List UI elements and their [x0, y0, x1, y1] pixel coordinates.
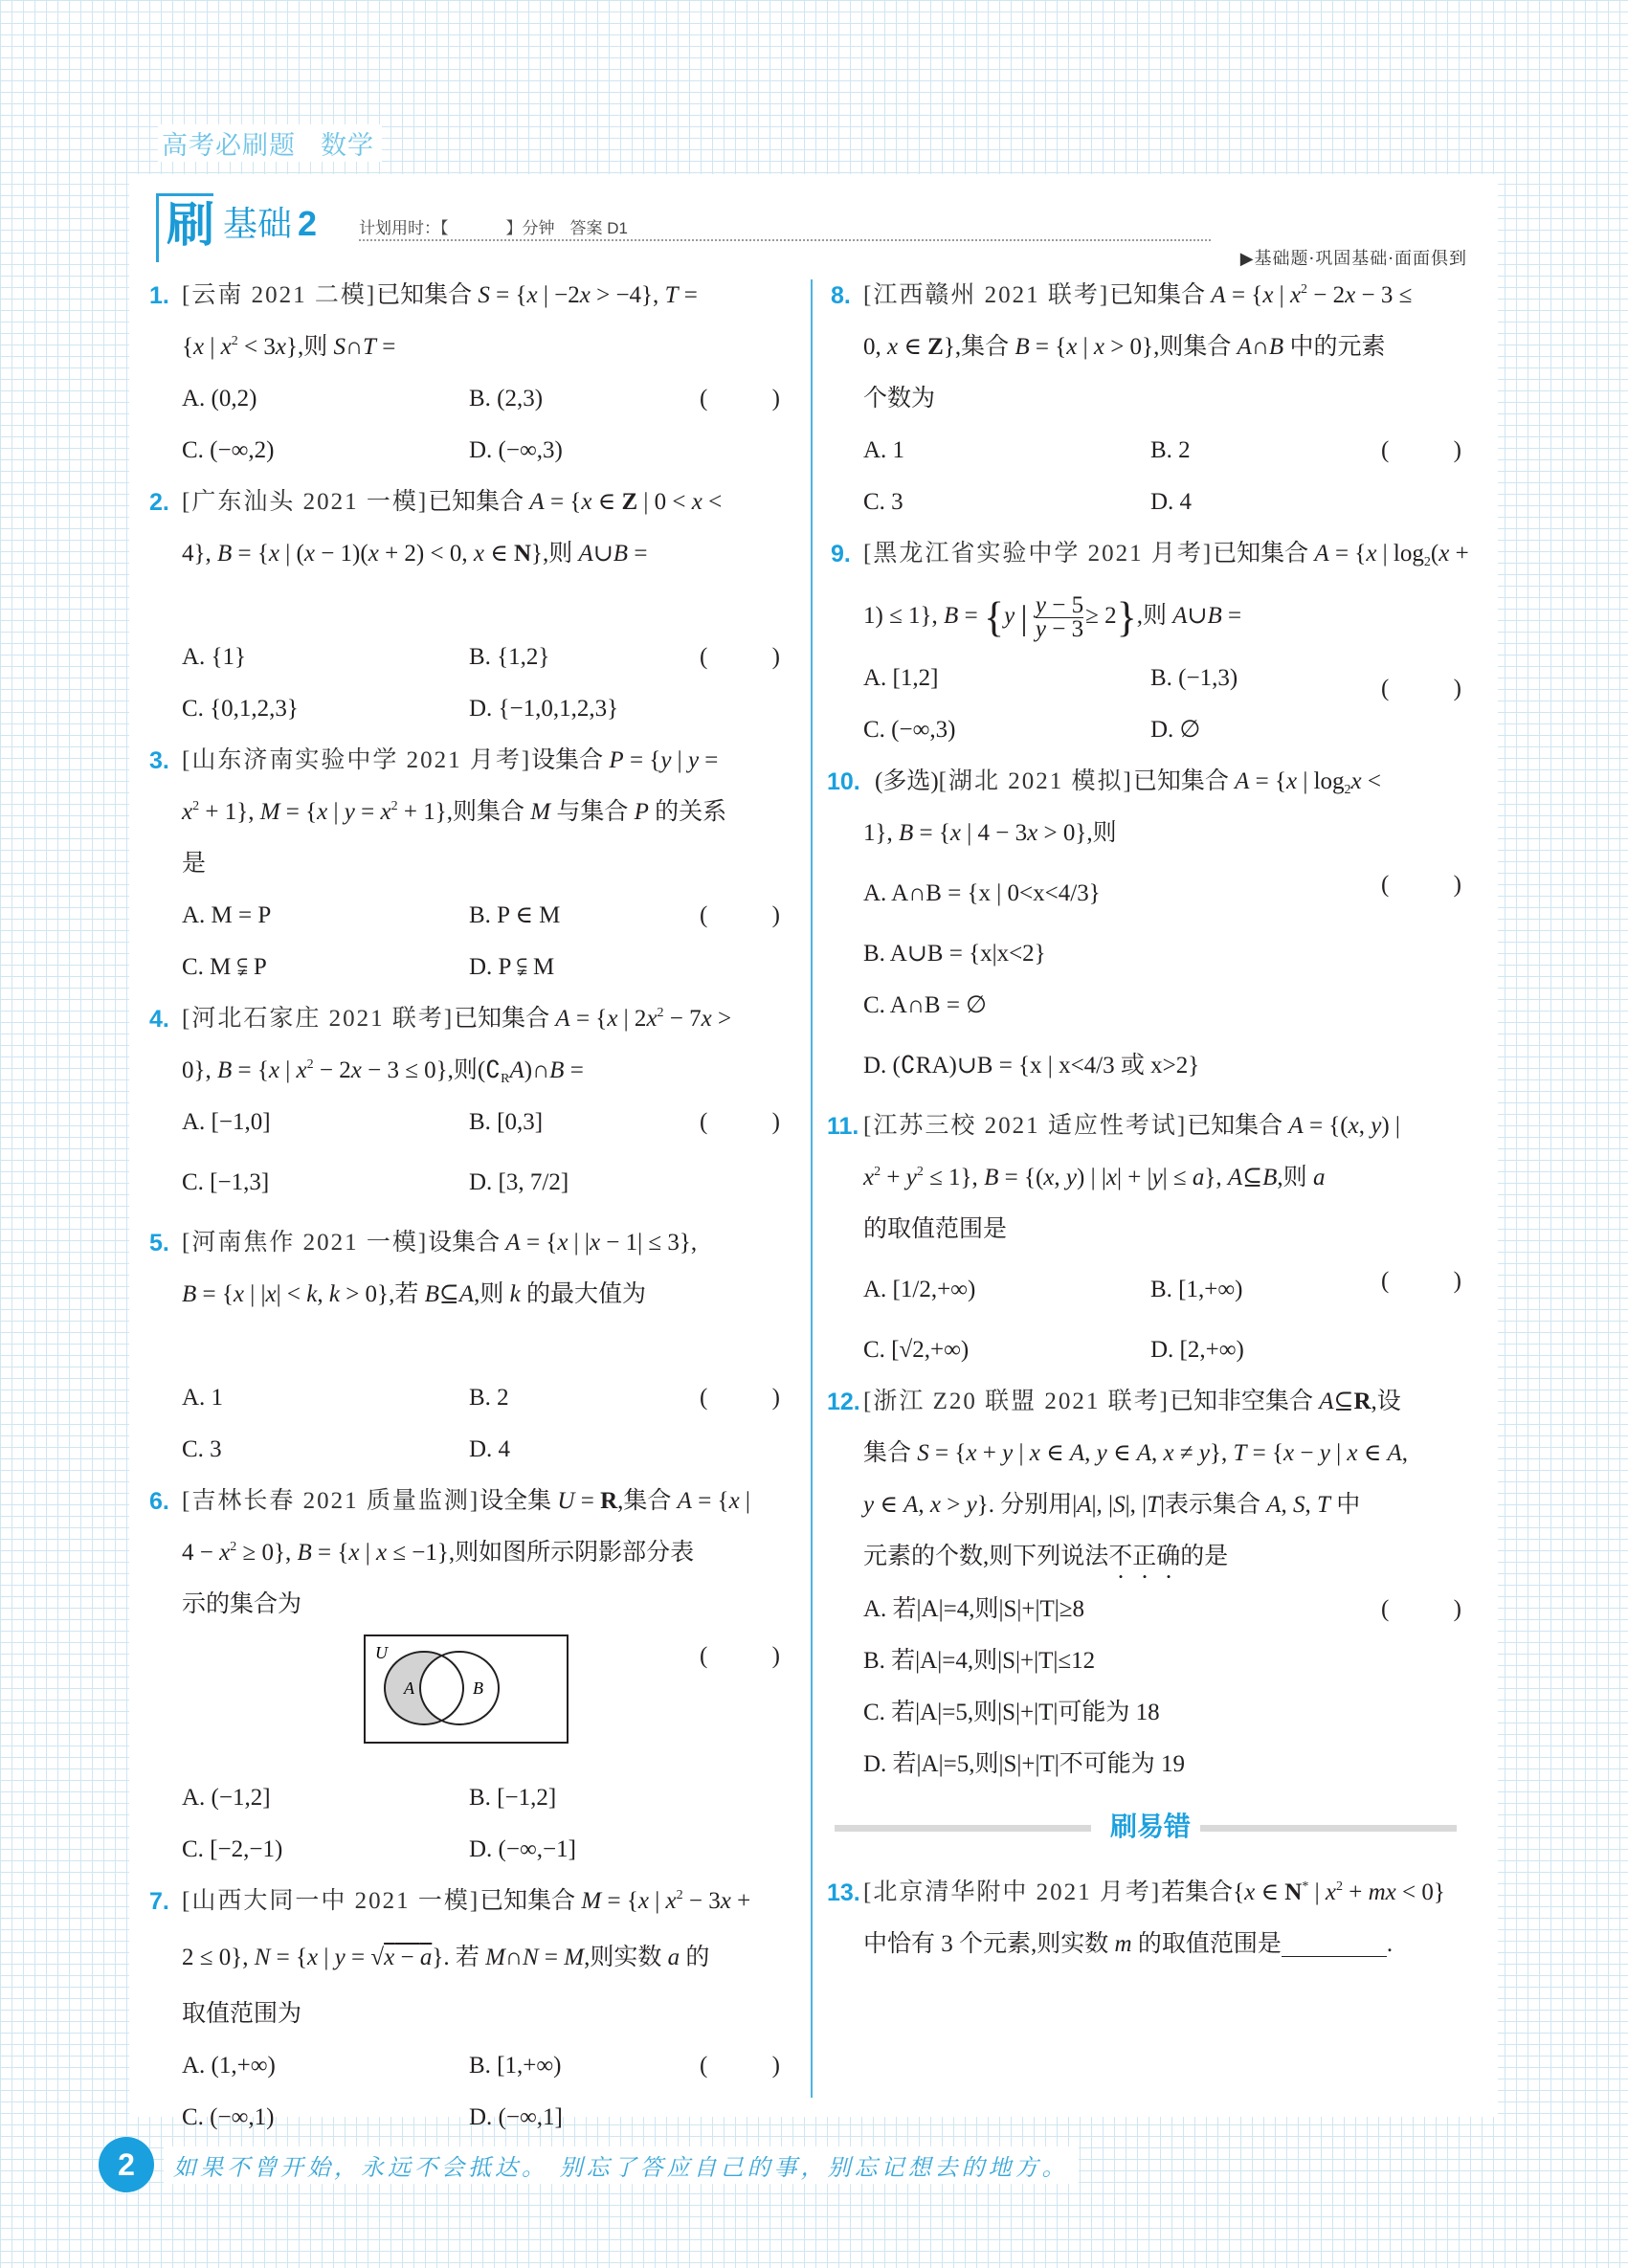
stem-text: 设集合: [531, 747, 610, 773]
plan-label: 计划用时：【: [359, 219, 449, 237]
option-d[interactable]: D. 4: [469, 1436, 511, 1462]
options: [153, 1772, 785, 1876]
stem-text: 已知集合: [1187, 1113, 1289, 1139]
stem-text: ,若: [389, 1281, 425, 1307]
question-7: 7. [山西大同一中 2021 一模]已知集合 M = {x | $x^2 - 3x$ + 2 ≤ 0}, N = {x | y = √x − a}. 若 M∩N = M,则实数 a 的 取值范围为 ( ) A. (1,+∞) B. [1,+∞) C. (−∞,1) D. (−∞,1]: [153, 1876, 785, 2144]
venn-diagram: [153, 1634, 785, 1759]
option-c[interactable]: C. [√2,+∞): [863, 1337, 970, 1363]
question-source: [吉林长春 2021 质量监测]: [182, 1488, 480, 1514]
question-source: [河南焦作 2021 一模]: [182, 1230, 429, 1256]
option-a[interactable]: A. (−1,2]: [182, 1785, 271, 1811]
option-c[interactable]: C. [−2,−1): [182, 1836, 283, 1862]
stem-text: ,则: [297, 334, 334, 360]
answer-paren[interactable]: ( ): [700, 2053, 780, 2079]
answer-blank[interactable]: [1282, 1928, 1387, 1957]
stem-text: 的: [680, 1945, 710, 1970]
option-c[interactable]: C. [−1,3]: [182, 1169, 270, 1195]
answer-paren[interactable]: ( ): [700, 1643, 780, 1669]
option-d[interactable]: D. 4: [1150, 489, 1193, 515]
stem-text: 取值范围为: [182, 2001, 302, 2027]
option-a[interactable]: A. 1: [863, 437, 905, 463]
options: [153, 1097, 785, 1217]
right-column: [827, 270, 1469, 1970]
stem-text: 个数为: [863, 386, 936, 411]
error-prone-divider: [835, 1800, 1466, 1857]
emphasized-text: 不正确: [1108, 1544, 1181, 1569]
stem-text: .: [1386, 1931, 1394, 1957]
venn-svg: [364, 1634, 569, 1744]
stem-text: ,集合: [617, 1488, 678, 1514]
option-c[interactable]: C. {0,1,2,3}: [182, 696, 299, 722]
subject-label: 数学: [321, 131, 374, 160]
option-b[interactable]: B. 2: [469, 1385, 509, 1411]
option-a[interactable]: A. [1/2,+∞): [863, 1277, 976, 1302]
option-c[interactable]: C. 3: [863, 489, 903, 515]
option-c[interactable]: C. (−∞,1): [182, 2104, 275, 2130]
option-d[interactable]: D. (−∞,3): [469, 437, 563, 463]
stem-text: 与集合: [550, 799, 635, 825]
answer-paren[interactable]: ( ): [1381, 1596, 1461, 1622]
question-4: 4. [河北石家庄 2021 联考]已知集合 A = {x | $2x^2 - 7x$ > 0}, B = {x | $x^2 - 2x - 3 \le 0$},则$(∁_RA)\cap B$ = ( ) A. [−1,0] B. [0,3] C. [−1,3] D. [3, 7/2]: [153, 993, 785, 1217]
option-a[interactable]: A. 1: [182, 1385, 224, 1411]
option-b[interactable]: B. 2: [1150, 437, 1191, 463]
stem-text: ,则: [474, 1281, 510, 1307]
left-column: [149, 270, 785, 2144]
column-divider: [811, 279, 813, 2098]
book-header: [158, 124, 382, 162]
option-c[interactable]: C. (−∞,3): [863, 717, 956, 743]
option-d[interactable]: D. (∁RA)∪B = {x | x<4/3 或 x>2}: [863, 1053, 1200, 1078]
answer-paren[interactable]: ( ): [700, 1385, 780, 1411]
stem-text: ,则: [1086, 820, 1117, 846]
stem-text: ,则集合: [446, 799, 531, 825]
question-source: [江西赣州 2021 联考]: [863, 282, 1110, 308]
stem-text: 已知非空集合: [1169, 1389, 1320, 1414]
section-title: [223, 203, 317, 246]
question-11: 11. [江苏三校 2021 适应性考试]已知集合 A = {(x, y) | $x^2 + y^2 \le 1$}, B = {(x, y) | |x| + |y| ≤ a}, A⊆B,则 a 的取值范围是 ( ) A. [1/2,+∞) B. [1,+∞) C. [√2,+∞) D. [2,+∞): [835, 1101, 1466, 1376]
page-number: 2: [99, 2137, 154, 2192]
stem-text: 元素的个数,则下列说法: [863, 1544, 1109, 1569]
options: [835, 425, 1466, 528]
question-source: [山东济南实验中学 2021 月考]: [182, 747, 532, 773]
stem-text: 若集合: [1161, 1879, 1234, 1905]
stem-text: 中: [1329, 1492, 1361, 1518]
option-a[interactable]: A. {1}: [182, 644, 247, 670]
options: [835, 1584, 1466, 1790]
question-number: 10.: [827, 768, 860, 795]
section-header: [156, 193, 1477, 270]
question-number: 8.: [831, 282, 851, 309]
stem-text: 已知集合: [1109, 282, 1212, 308]
stem-text: ,则: [543, 541, 579, 567]
stem-text: 中的元素: [1283, 334, 1386, 360]
answer-paren[interactable]: ( ): [700, 644, 780, 670]
question-number: 12.: [827, 1389, 860, 1415]
question-source: [黑龙江省实验中学 2021 月考]: [863, 541, 1214, 567]
section-title-text: 基础: [223, 205, 293, 244]
question-9: 9. [黑龙江省实验中学 2021 月考]已知集合 A = {x | $\log_2(x$ + 1) ≤ 1}, B = {y | $\frac{y - 5}{y - 3}$ ≥ 2},则 A∪B = ( ) A. [1,2] B. (−1,3) C. (−∞,3) D. ∅: [835, 528, 1466, 756]
stem-text: ,设: [1371, 1389, 1401, 1414]
option-d[interactable]: D. (−∞,1]: [469, 2104, 563, 2130]
option-a[interactable]: A. A∩B = {x | 0<x<4/3}: [863, 880, 1101, 906]
option-d[interactable]: D. ∅: [1150, 717, 1201, 743]
question-source: [北京清华附中 2021 月考]: [863, 1879, 1162, 1905]
svg-text:U: U: [375, 1643, 388, 1662]
options: [153, 632, 785, 735]
options: [153, 373, 785, 477]
stem-text: . 若: [443, 1945, 486, 1970]
content-panel: [129, 174, 1498, 2130]
answer-paren[interactable]: ( ): [700, 386, 780, 411]
stem-text: 的是: [1180, 1544, 1229, 1569]
option-d[interactable]: D. [2,+∞): [1150, 1337, 1244, 1363]
option-d[interactable]: D. {−1,0,1,2,3}: [469, 696, 619, 722]
option-d[interactable]: D. 若|A|=5,则|S|+|T|不可能为 19: [863, 1751, 1186, 1777]
answer-ref: 答案 D1: [569, 219, 628, 237]
svg-text:B: B: [473, 1679, 483, 1698]
multi-select-tag: (多选): [875, 768, 939, 794]
question-8: 8. [江西赣州 2021 联考]已知集合 A = {x | $x^2 - 2x - 3$ ≤ 0, x ∈ Z},集合 B = {x | x > 0},则集合 A∩B 中的元素 个数为 ( ) A. 1 B. 2 C. 3 D. 4: [835, 270, 1466, 528]
options: [153, 1372, 785, 1476]
stem-text: ,则: [1277, 1165, 1313, 1190]
answer-paren[interactable]: ( ): [1381, 1268, 1461, 1294]
stem-text: ,则集合: [1153, 334, 1238, 360]
question-2: 2. [广东汕头 2021 一模]已知集合 A = {x ∈ Z | 0 < x < 4}, B = {x | (x − 1)(x + 2) < 0, x ∈ N},则 A∪B = ( ) A. {1} B. {1,2} C. {0,1,2,3} D. {−1,0,1,2,3}: [153, 477, 785, 735]
question-source: [云南 2021 二模]: [182, 282, 377, 308]
question-1: 1. [云南 2021 二模]已知集合 S = {x | −2x > −4}, T = {x | $x^2 < 3x$},则 S∩T = ( ) A. (0,2) B. (2,3) C. (−∞,2) D. (−∞,3): [153, 270, 785, 477]
question-number: 4.: [149, 1006, 169, 1033]
question-number: 1.: [149, 282, 169, 309]
stem-text: 已知集合: [479, 1888, 582, 1914]
option-b[interactable]: B. [1,+∞): [1150, 1277, 1243, 1302]
option-b[interactable]: B. [1,+∞): [469, 2053, 562, 2079]
plan-time: [359, 214, 628, 238]
stem-text: ,集合: [954, 334, 1015, 360]
option-b[interactable]: B. A∪B = {x|x<2}: [863, 941, 1046, 967]
footer-motto: 如果不曾开始，永远不会抵达。 别忘了答应自己的事，别忘记想去的地方。: [164, 2146, 1079, 2184]
option-c[interactable]: C. 3: [182, 1436, 222, 1462]
question-6: 6. [吉林长春 2021 质量监测]设全集 U = R,集合 A = {x | $4 - x^2 \ge 0$}, B = {x | x ≤ −1},则如图所示阴影部分表 示的集合为 ( ) U A B A. (−1,2] B. [−1,2] C. [−2,−1) D. (−∞,−1]: [153, 1476, 785, 1876]
answer-paren[interactable]: ( ): [700, 902, 780, 928]
stem-text: 已知集合: [454, 1006, 556, 1032]
stem-text: ,则(: [447, 1057, 486, 1083]
option-a[interactable]: A. [−1,0]: [182, 1109, 271, 1135]
stem-text: 是: [182, 851, 207, 877]
question-number: 5.: [149, 1230, 169, 1256]
question-number: 13.: [827, 1879, 860, 1906]
options: [835, 859, 1466, 1101]
stem-text: 已知集合: [1213, 541, 1315, 567]
question-number: 6.: [149, 1488, 169, 1515]
question-5: 5. [河南焦作 2021 一模]设集合 A = {x | |x − 1| ≤ 3}, B = {x | |x| < k, k > 0},若 B⊆A,则 k 的最大值为 ( ) A. 1 B. 2 C. 3 D. 4: [153, 1217, 785, 1476]
answer-paren[interactable]: ( ): [1381, 676, 1461, 701]
stem-text: 中恰有 3 个元素,则实数: [863, 1931, 1115, 1957]
stem-text: 集合: [863, 1440, 918, 1466]
question-3: 3. [山东济南实验中学 2021 月考]设集合 P = {y | y = $x^2 + 1$}, M = {x | $y = x^2 + 1$},则集合 M 与集合 P 的关系 是 ( ) A. M = P B. P ∈ M C. M ⫋ P D. P ⫋ M: [153, 735, 785, 993]
option-b[interactable]: B. (2,3): [469, 386, 544, 411]
question-source: [广东汕头 2021 一模]: [182, 489, 429, 515]
dotted-rule: [359, 239, 1211, 241]
option-c[interactable]: C. A∩B = ∅: [863, 992, 987, 1018]
options: [153, 890, 785, 993]
question-number: 7.: [149, 1888, 169, 1915]
option-d[interactable]: D. P ⫋ M: [469, 954, 555, 980]
options: [835, 1256, 1466, 1376]
option-c[interactable]: C. (−∞,2): [182, 437, 275, 463]
option-c[interactable]: C. M ⫋ P: [182, 954, 267, 980]
stem-text: 的取值范围是: [863, 1216, 1008, 1242]
option-a[interactable]: A. (0,2): [182, 386, 257, 411]
divider-bar-right: [1200, 1825, 1457, 1832]
option-b[interactable]: B. P ∈ M: [469, 902, 561, 928]
stem-text: 已知集合: [428, 489, 530, 515]
stem-text: 设集合: [428, 1230, 506, 1256]
question-source: [江苏三校 2021 适应性考试]: [863, 1113, 1188, 1139]
question-number: 3.: [149, 747, 169, 774]
stem-text: 的取值范围是: [1131, 1931, 1282, 1957]
shua-badge: [156, 193, 214, 253]
options: [835, 653, 1466, 756]
question-number: 11.: [827, 1113, 859, 1140]
stem-text: . 分别用: [988, 1492, 1073, 1518]
answer-paren[interactable]: ( ): [1381, 872, 1461, 898]
option-a[interactable]: A. (1,+∞): [182, 2053, 276, 2079]
stem-text: ,则: [1136, 603, 1173, 629]
plan-unit: 】分钟: [505, 219, 555, 237]
question-source: [湖北 2021 模拟]: [938, 768, 1133, 794]
question-source: [山西大同一中 2021 一模]: [182, 1888, 480, 1914]
question-source: [河北石家庄 2021 联考]: [182, 1006, 455, 1032]
stem-text: 设全集: [479, 1488, 558, 1514]
question-10: 10. (多选)[湖北 2021 模拟]已知集合 A = {x | $\log_2x$ < 1}, B = {x | 4 − 3x > 0},则 ( ) A. A∩B = {x | 0<x<4/3} B. A∪B = {x|x<2} C. A∩B = ∅ D. (∁RA)∪B = {x | x<4/3 或 x>2}: [835, 756, 1466, 1101]
option-a[interactable]: A. M = P: [182, 902, 272, 928]
option-d[interactable]: D. [3, 7/2]: [469, 1169, 569, 1195]
section-tagline: ▶基础题·巩固基础·面面俱到: [1239, 249, 1467, 269]
option-b[interactable]: B. [0,3]: [469, 1109, 544, 1135]
options: [153, 2040, 785, 2144]
option-a[interactable]: A. [1,2]: [863, 665, 939, 691]
question-source: [浙江 Z20 联盟 2021 联考]: [863, 1389, 1170, 1414]
answer-paren[interactable]: ( ): [1381, 437, 1461, 463]
book-title: 高考必刷题: [162, 131, 296, 160]
stem-text: 表示集合: [1165, 1492, 1267, 1518]
error-prone-title: 刷易错: [1109, 1811, 1191, 1842]
question-12: 12. [浙江 Z20 联盟 2021 联考]已知非空集合 A⊆R,设 集合 S = {x + y | x ∈ A, y ∈ A, x ≠ y}, T = {x − y | x ∈ A, y ∈ A, x > y}. 分别用|A|, |S|, |T|表示集合 A, S, T 中 元素的个数,则下列说法不正确的是 ( ) A. 若|A|=4,则|S|+|T|≥8 B. 若|A|=4,则|S|+|T|≤12 C. 若|A|=5,则|S|+|T|可能为 18 D. 若|A|=5,则|S|+|T|不可能为 19: [835, 1376, 1466, 1790]
answer-paren[interactable]: ( ): [700, 1109, 780, 1135]
page-footer: [99, 2136, 1079, 2193]
question-13: 13. [北京清华附中 2021 月考]若集合{x ∈ N* | $x^2$ + mx < 0} 中恰有 3 个元素,则实数 m 的取值范围是 .: [835, 1867, 1466, 1970]
stem-text: 的最大值为: [520, 1281, 646, 1307]
option-b[interactable]: B. (−1,3): [1150, 665, 1238, 691]
option-b[interactable]: B. {1,2}: [469, 644, 550, 670]
option-a[interactable]: A. 若|A|=4,则|S|+|T|≥8: [863, 1596, 1084, 1622]
stem-text: 已知集合: [376, 282, 479, 308]
svg-text:A: A: [404, 1679, 414, 1698]
stem-text: ,则如图所示阴影部分表: [448, 1540, 695, 1566]
stem-text: 已知集合: [1132, 768, 1236, 794]
option-b[interactable]: B. 若|A|=4,则|S|+|T|≤12: [863, 1648, 1096, 1674]
shua-badge-char: 刷: [167, 197, 214, 253]
question-number: 2.: [149, 489, 169, 516]
stem-text: ,则实数: [584, 1945, 668, 1970]
stem-text: 的关系: [648, 799, 727, 825]
option-d[interactable]: D. (−∞,−1]: [469, 1836, 576, 1862]
stem-text: 示的集合为: [182, 1591, 302, 1617]
option-b[interactable]: B. [−1,2]: [469, 1785, 557, 1811]
question-number: 9.: [831, 541, 851, 567]
section-number: 2: [298, 204, 318, 243]
option-c[interactable]: C. 若|A|=5,则|S|+|T|可能为 18: [863, 1700, 1160, 1725]
